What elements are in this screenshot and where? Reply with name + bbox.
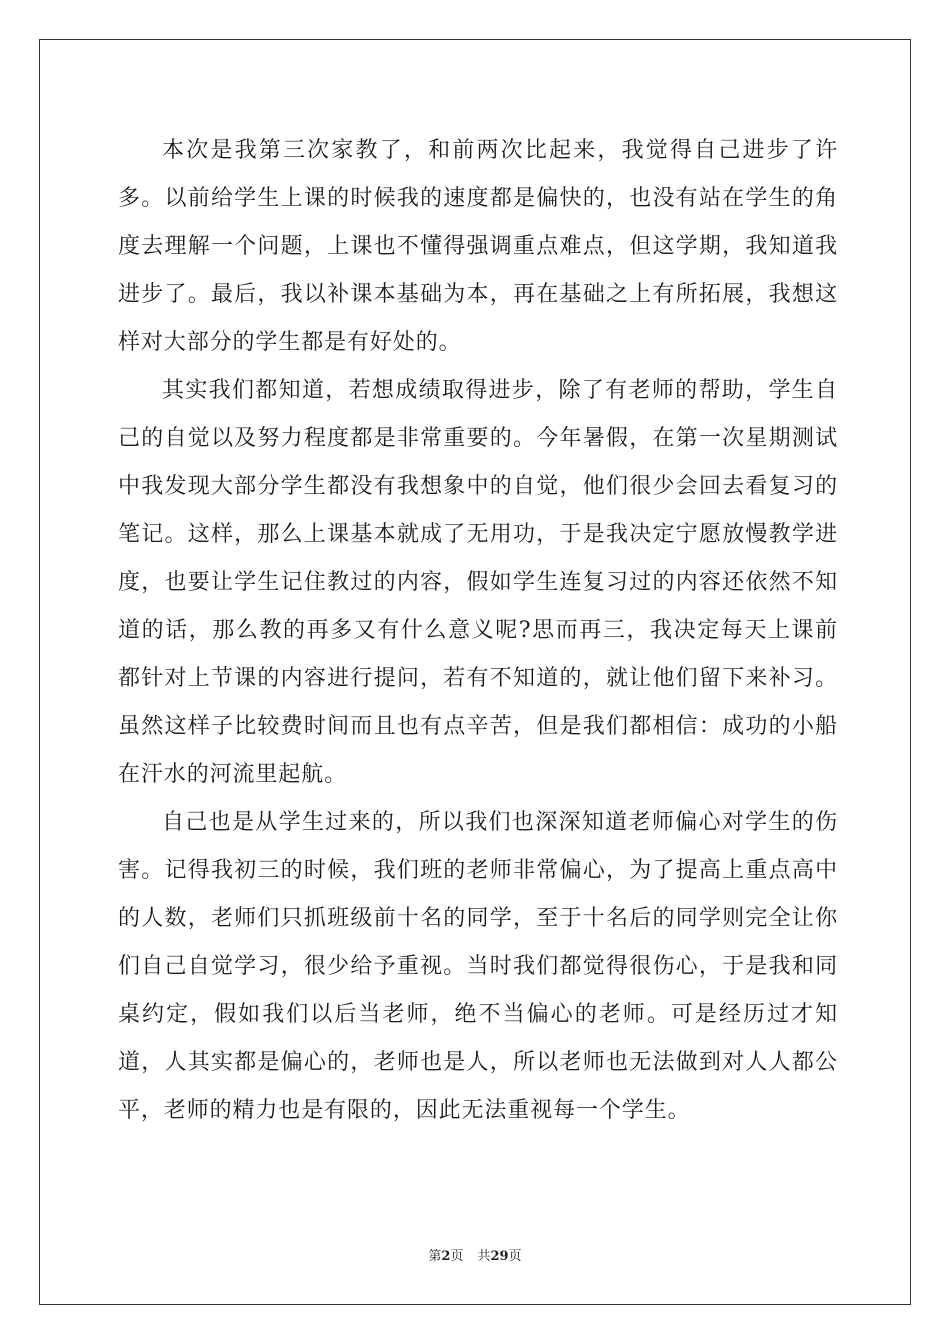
- total-prefix: 共: [477, 1249, 491, 1264]
- paragraph-3: 自己也是从学生过来的，所以我们也深深知道老师偏心对学生的伤害。记得我初三的时候，我们班的老师非常偏心，为了提高上重点高中的人数，老师们只抓班级前十名的同学，至于十名后的同学则完全让你们自己自觉学习，很少给予重视。当时我们都觉得很伤心，于是我和同桌约定，假如我们以后当老师，绝不当偏心的老师。可是经历过才知道，人其实都是偏心的，老师也是人，所以老师也无法做到对人人都公平，老师的精力也是有限的，因此无法重视每一个学生。: [118, 810, 838, 1123]
- total-pages-number: 29: [490, 1249, 509, 1264]
- page-suffix: 页: [450, 1249, 464, 1264]
- paragraph-2: 其实我们都知道，若想成绩取得进步，除了有老师的帮助，学生自己的自觉以及努力程度都是非常重要的。今年暑假，在第一次星期测试中我发现大部分学生都没有我想象中的自觉，他们很少会回去看复习的笔记。这样，那么上课基本就成了无用功，于是我决定宁愿放慢教学进度，也要让学生记住教过的内容，假如学生连复习过的内容还依然不知道的话，那么教的再多又有什么意义呢?思而再三，我决定每天上课前都针对上节课的内容进行提问，若有不知道的，就让他们留下来补习。虽然这样子比较费时间而且也有点辛苦，但是我们都相信：成功的小船在汗水的河流里起航。: [118, 378, 838, 787]
- paragraph-1: 本次是我第三次家教了，和前两次比起来，我觉得自己进步了许多。以前给学生上课的时候我的速度都是偏快的，也没有站在学生的角度去理解一个问题，上课也不懂得强调重点难点，但这学期，我知道我进步了。最后，我以补课本基础为本，再在基础之上有所拓展，我想这样对大部分的学生都是有好处的。: [118, 138, 838, 355]
- total-suffix: 页: [508, 1249, 522, 1264]
- document-body: [118, 127, 838, 1135]
- current-page-number: 2: [441, 1249, 451, 1264]
- page-prefix: 第: [428, 1249, 442, 1264]
- page-footer: [0, 1245, 950, 1264]
